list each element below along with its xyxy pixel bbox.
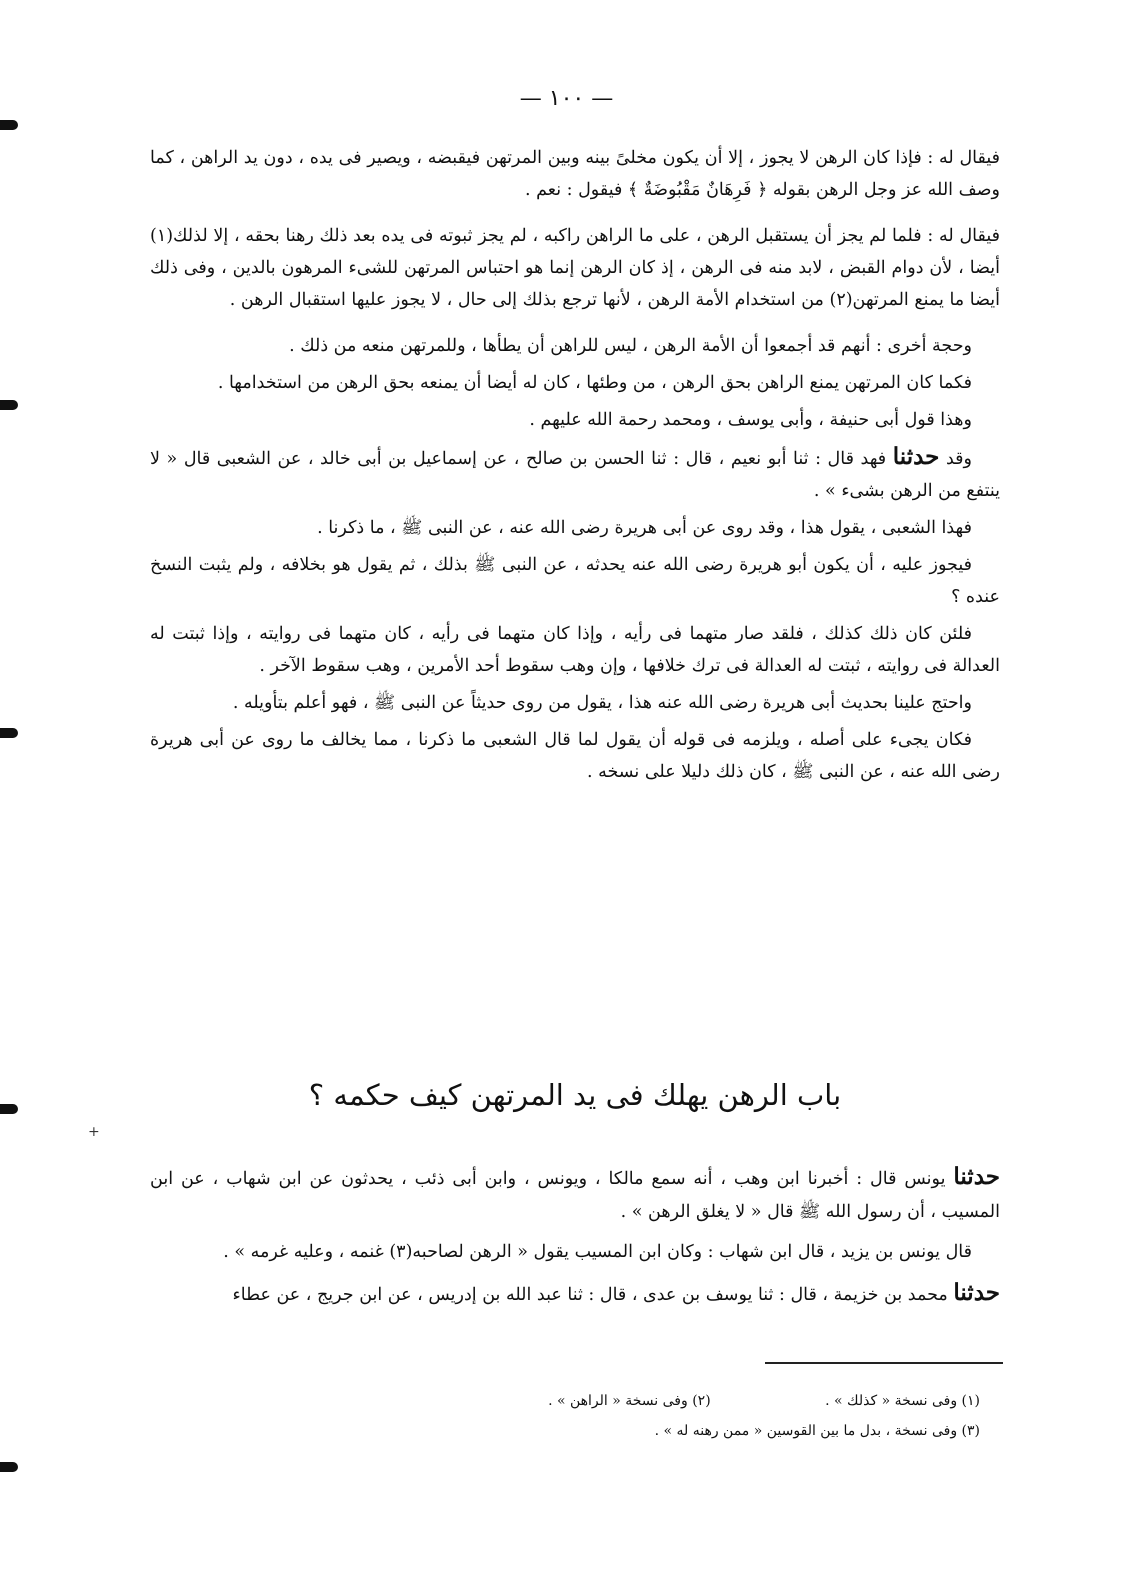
hadith-paragraph [150, 1276, 1000, 1312]
footnote: (١) وفى نسخة « كذلك » . [825, 1393, 980, 1409]
scan-edge-mark [0, 400, 18, 410]
paragraph: فيجوز عليه ، أن يكون أبو هريرة رضى الله عنه يحدثه ، عن النبى ﷺ بذلك ، ثم يقول هو بخلافه ، ولم يثبت النسخ عنده ؟ [150, 555, 1000, 607]
chapter-heading: باب الرهن يهلك فى يد المرتهن كيف حكمه ؟ [308, 1078, 842, 1112]
hadith-paragraph [150, 1160, 1000, 1229]
footnote-divider [765, 1362, 1003, 1364]
hadith-text: محمد بن خزيمة ، قال : ثنا يوسف بن عدى ، قال : ثنا عبد الله بن إدريس ، عن ابن جريج ، عن عطاء [232, 1285, 948, 1305]
page-number: — ١٠٠ — [519, 86, 614, 111]
hadith-text: فهد قال : ثنا أبو نعيم ، قال : ثنا الحسن بن صالح ، عن إسماعيل بن أبى خالد ، عن الشعبى قال « لا ينتفع من الرهن بشىء » . [150, 449, 1000, 501]
scan-cross-mark: + [88, 1124, 100, 1140]
hadith-paragraph [150, 441, 1000, 507]
hadith-mark: حدثنا [892, 443, 940, 470]
chapter-text [150, 1160, 1000, 1319]
scan-edge-mark [0, 1462, 18, 1472]
hadith-mark: حدثنا [953, 1163, 1000, 1190]
hadith-mark: حدثنا [953, 1279, 1000, 1306]
main-text [150, 142, 1000, 793]
paragraph: فهذا الشعبى ، يقول هذا ، وقد روى عن أبى هريرة رضى الله عنه ، عن النبى ﷺ ، ما ذكرنا . [317, 518, 972, 538]
paragraph: وحجة أخرى : أنهم قد أجمعوا أن الأمة الرهن ، ليس للراهن أن يطأها ، وللمرتهن منعه من ذلك . [289, 336, 972, 356]
footnote: (٢) وفى نسخة « الراهن » . [548, 1393, 711, 1409]
paragraph: واحتج علينا بحديث أبى هريرة رضى الله عنه هذا ، يقول من روى حديثاً عن النبى ﷺ ، فهو أعلم بتأويله . [232, 693, 972, 713]
paragraph: وهذا قول أبى حنيفة ، وأبى يوسف ، ومحمد رحمة الله عليهم . [529, 410, 972, 430]
scan-edge-mark [0, 728, 18, 738]
scan-edge-mark [0, 1104, 18, 1114]
paragraph: فلئن كان ذلك كذلك ، فلقد صار متهما فى رأيه ، وإذا كان متهما فى رأيه ، كان متهما فى روايته ، وإذا ثبتت له العدالة فى روايته ، ثبتت له العدالة فى ترك خلافها ، وإن وهب سقوط أحد الأمرين ، وهب سقوط الآخر . [150, 624, 1000, 676]
paragraph: قال يونس بن يزيد ، قال ابن شهاب : وكان ابن المسيب يقول « الرهن لصاحبه(٣) غنمه ، وعليه غرمه » . [223, 1242, 972, 1262]
footnotes [330, 1386, 980, 1446]
paragraph: فكان يجىء على أصله ، ويلزمه فى قوله أن يقول لما قال الشعبى ما ذكرنا ، مما يخالف ما روى عن أبى هريرة رضى الله عنه ، عن النبى ﷺ ، كان ذلك دليلا على نسخه . [150, 730, 1000, 782]
paragraph: فيقال له : فإذا كان الرهن لا يجوز ، إلا أن يكون مخلىً بينه وبين المرتهن فيقبضه ، ويصير فى يده ، دون يد الراهن ، كما وصف الله عز وجل الرهن بقوله ﴿ فَرِهَانٌ مَقْبُوضَةٌ ﴾ فيقول : نعم . [150, 148, 1000, 200]
footnote-row [330, 1416, 980, 1446]
paragraph: فيقال له : فلما لم يجز أن يستقبل الرهن ، على ما الراهن راكبه ، لم يجز ثبوته فى يده بعد ذلك رهنا بحقه ، إلا لذلك(١) أيضا ، لأن دوام القبض ، لابد منه فى الرهن ، إذ كان الرهن إنما هو احتباس المرتهن للشىء المرهون بالدين ، وفى ذلك أيضا ما يمنع المرتهن(٢) من استخدام الأمة الرهن ، لأنها ترجع بذلك إلى حال ، لا يجوز عليها استقبال الرهن . [150, 226, 1000, 310]
hadith-text: يونس قال : أخبرنا ابن وهب ، أنه سمع مالكا ، ويونس ، وابن أبى ذئب ، يحدثون عن ابن شهاب ، عن ابن المسيب ، أن رسول الله ﷺ قال « لا يغلق الرهن » . [150, 1169, 1000, 1222]
scan-edge-mark [0, 120, 18, 130]
hadith-prefix: وقد [945, 449, 972, 469]
paragraph: فكما كان المرتهن يمنع الراهن بحق الرهن ، من وطئها ، كان له أيضا أن يمنعه بحق الرهن من استخدامها . [217, 373, 972, 393]
footnote: (٣) وفى نسخة ، بدل ما بين القوسين « ممن رهنه له » . [654, 1423, 980, 1439]
footnote-row [330, 1386, 980, 1416]
